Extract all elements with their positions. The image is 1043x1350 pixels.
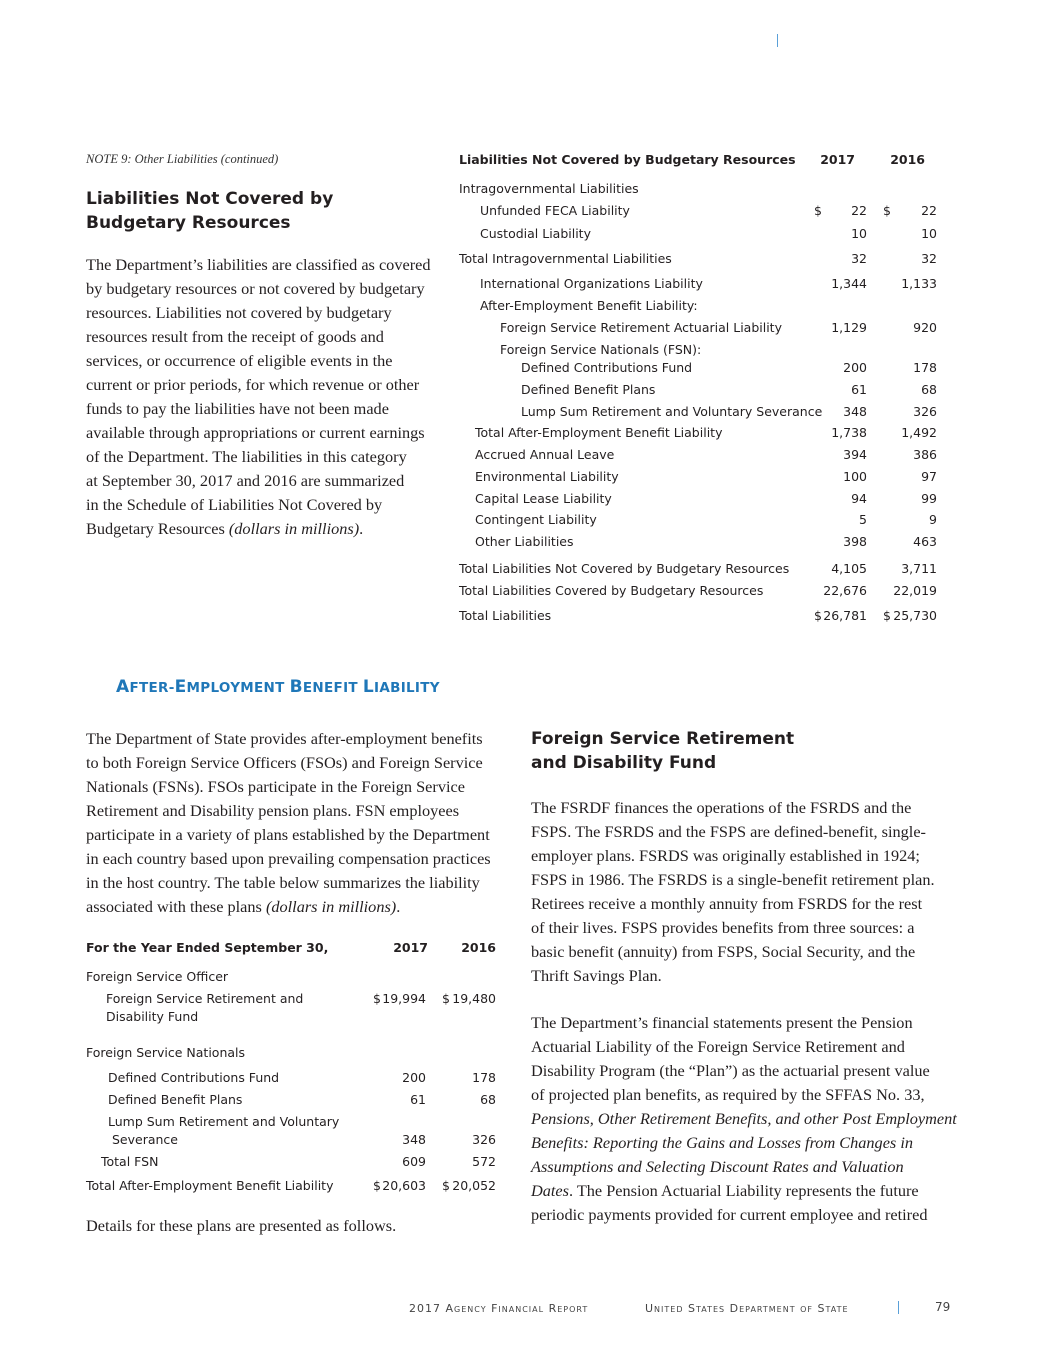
value-2017: 10 bbox=[851, 226, 867, 241]
para-line: FSPS in 1986. The FSRDS is a single-benefit retirement plan. bbox=[531, 870, 935, 889]
row-label: Total Liabilities bbox=[459, 608, 552, 623]
currency-symbol: $ bbox=[442, 1178, 450, 1193]
value-2016: 920 bbox=[913, 320, 937, 335]
value-2016: 178 bbox=[913, 360, 937, 375]
para-line: employer plans. FSRDS was originally established in 1924; bbox=[531, 846, 920, 865]
para-line: FSPS. The FSRDS and the FSPS are defined-benefit, single- bbox=[531, 822, 926, 841]
value-2017: 22,676 bbox=[823, 583, 867, 598]
value-2017: 61 bbox=[851, 382, 867, 397]
row-label: Foreign Service Retirement Actuarial Liability bbox=[500, 320, 782, 335]
row-label: Foreign Service Retirement and bbox=[106, 991, 304, 1006]
value-2016: 386 bbox=[913, 447, 937, 462]
row-label: Accrued Annual Leave bbox=[475, 447, 615, 462]
row-label: Lump Sum Retirement and Voluntary Severance bbox=[521, 404, 823, 419]
currency-symbol: $ bbox=[373, 1178, 381, 1193]
para-line: Thrift Savings Plan. bbox=[531, 966, 662, 985]
row-label: International Organizations Liability bbox=[480, 276, 703, 291]
row-label: Total After-Employment Benefit Liability bbox=[86, 1178, 334, 1193]
para-line: Disability Program (the “Plan”) as the actuarial present value bbox=[531, 1061, 930, 1080]
value-2017: 22 bbox=[851, 203, 867, 218]
currency-symbol: $ bbox=[814, 608, 822, 623]
row-label: Capital Lease Liability bbox=[475, 491, 612, 506]
value-2017: 200 bbox=[402, 1070, 426, 1085]
row-label-continued: Severance bbox=[112, 1132, 178, 1147]
value-2016: 22 bbox=[921, 203, 937, 218]
para-line: The Department of State provides after-employment benefits bbox=[86, 729, 483, 748]
value-2016: 10 bbox=[921, 226, 937, 241]
heading-cap: A bbox=[116, 677, 130, 697]
row-label: Foreign Service Nationals (FSN): bbox=[500, 342, 702, 357]
para-text: associated with these plans bbox=[86, 897, 266, 916]
value-2017: 100 bbox=[843, 469, 867, 484]
para-line: Actuarial Liability of the Foreign Service Retirement and bbox=[531, 1037, 905, 1056]
row-label: Other Liabilities bbox=[475, 534, 574, 549]
footer-divider bbox=[898, 1301, 899, 1314]
value-2016: 20,052 bbox=[452, 1178, 496, 1193]
row-label: Defined Benefit Plans bbox=[108, 1092, 243, 1107]
value-2017: 1,129 bbox=[831, 320, 867, 335]
footer-report-title: 2017 Agency Financial Report bbox=[409, 1302, 589, 1315]
para-line: by budgetary resources or not covered by budgetary bbox=[86, 279, 425, 298]
para-line: The Department’s liabilities are classified as covered bbox=[86, 255, 431, 274]
section3-paragraph-1 bbox=[531, 796, 961, 988]
value-2016: 3,711 bbox=[901, 561, 937, 576]
header-label: Liabilities Not Covered by Budgetary Resources bbox=[459, 152, 796, 167]
para-line: available through appropriations or current earnings bbox=[86, 423, 425, 442]
value-2016: 22,019 bbox=[893, 583, 937, 598]
para-line: in the host country. The table below summarizes the liability bbox=[86, 873, 480, 892]
row-label: Total Liabilities Covered by Budgetary Resources bbox=[459, 583, 764, 598]
para-line: of their lives. FSPS provides benefits from three sources: a bbox=[531, 918, 915, 937]
value-2017: 1,344 bbox=[831, 276, 867, 291]
row-label: Lump Sum Retirement and Voluntary bbox=[108, 1114, 340, 1129]
value-2017: 348 bbox=[843, 404, 867, 419]
value-2016: 326 bbox=[472, 1132, 496, 1147]
value-2017: 94 bbox=[851, 491, 867, 506]
value-2017: 32 bbox=[851, 251, 867, 266]
value-2017: 1,738 bbox=[831, 425, 867, 440]
para-line bbox=[531, 1179, 961, 1203]
value-2017: 398 bbox=[843, 534, 867, 549]
currency-symbol: $ bbox=[814, 203, 822, 218]
row-label: Contingent Liability bbox=[475, 512, 597, 527]
currency-symbol: $ bbox=[883, 203, 891, 218]
page-number: 79 bbox=[935, 1300, 951, 1314]
row-label: Foreign Service Nationals bbox=[86, 1045, 246, 1060]
row-label: Foreign Service Officer bbox=[86, 969, 229, 984]
para-italic: Pensions, Other Retirement Benefits, and other Post Employment bbox=[531, 1109, 957, 1128]
para-line: of the Department. The liabilities in this category bbox=[86, 447, 407, 466]
value-2017: 19,994 bbox=[382, 991, 426, 1006]
value-2016: 1,492 bbox=[901, 425, 937, 440]
para-italic: Dates bbox=[531, 1181, 569, 1200]
para-italic: (dollars in millions) bbox=[265, 897, 397, 916]
para-italic: Benefits: Reporting the Gains and Losses from Changes in bbox=[531, 1133, 913, 1152]
para-line: in the Schedule of Liabilities Not Covered by bbox=[86, 495, 383, 514]
value-2016: 32 bbox=[921, 251, 937, 266]
value-2016: 1,133 bbox=[901, 276, 937, 291]
value-2017: 20,603 bbox=[382, 1178, 426, 1193]
para-line: resources result from the receipt of goods and bbox=[86, 327, 384, 346]
value-2017: 26,781 bbox=[823, 608, 867, 623]
row-label: Total Liabilities Not Covered by Budgetary Resources bbox=[459, 561, 790, 576]
para-line: to both Foreign Service Officers (FSOs) and Foreign Service bbox=[86, 753, 483, 772]
section-heading-fsrdf bbox=[531, 727, 794, 775]
value-2016: 25,730 bbox=[893, 608, 937, 623]
para-text: Budgetary Resources bbox=[86, 519, 229, 538]
row-label-continued: Disability Fund bbox=[106, 1009, 199, 1024]
para-line: Nationals (FSNs). FSOs participate in the Foreign Service bbox=[86, 777, 465, 796]
value-2016: 99 bbox=[921, 491, 937, 506]
value-2016: 9 bbox=[929, 512, 937, 527]
value-2017: 61 bbox=[410, 1092, 426, 1107]
heading-cap: L bbox=[362, 677, 375, 697]
value-2016: 97 bbox=[921, 469, 937, 484]
heading-line: Foreign Service Retirement bbox=[531, 729, 795, 749]
para-line-italic bbox=[531, 1131, 961, 1155]
value-2017: 609 bbox=[402, 1154, 426, 1169]
para-line-italic bbox=[531, 1155, 961, 1179]
details-sentence: Details for these plans are presented as follows. bbox=[86, 1216, 397, 1235]
para-line: of projected plan benefits, as required by the SFFAS No. 33, bbox=[531, 1085, 925, 1104]
value-2016: 68 bbox=[480, 1092, 496, 1107]
para-line-italic bbox=[531, 1107, 961, 1131]
value-2016: 326 bbox=[913, 404, 937, 419]
header-year-2017: 2017 bbox=[393, 940, 428, 955]
heading-cap: B bbox=[289, 677, 303, 697]
value-2016: 463 bbox=[913, 534, 937, 549]
heading-smallcap: ENEFIT bbox=[302, 680, 363, 696]
liabilities-table bbox=[459, 0, 959, 640]
heading-line: Budgetary Resources bbox=[86, 213, 291, 233]
row-label: Total After-Employment Benefit Liability bbox=[475, 425, 723, 440]
row-label: Total FSN bbox=[101, 1154, 159, 1169]
row-label: Defined Contributions Fund bbox=[521, 360, 693, 375]
value-2017: 4,105 bbox=[831, 561, 867, 576]
row-label: Defined Contributions Fund bbox=[108, 1070, 280, 1085]
row-label: Environmental Liability bbox=[475, 469, 619, 484]
para-italic: Assumptions and Selecting Discount Rates and Valuation bbox=[531, 1157, 904, 1176]
para-text: . bbox=[359, 519, 364, 538]
para-line: periodic payments provided for current employee and retired bbox=[531, 1205, 928, 1224]
header-label: For the Year Ended September 30, bbox=[86, 940, 329, 955]
value-2017: 5 bbox=[859, 512, 867, 527]
para-line: resources. Liabilities not covered by budgetary bbox=[86, 303, 392, 322]
para-text: . The Pension Actuarial Liability represents the future bbox=[568, 1181, 919, 1200]
currency-symbol: $ bbox=[883, 608, 891, 623]
para-line: Retirees receive a monthly annuity from FSRDS for the rest bbox=[531, 894, 923, 913]
heading-smallcap: IABILITY bbox=[374, 680, 440, 696]
para-line: Retirement and Disability pension plans. FSN employees bbox=[86, 801, 460, 820]
para-line: services, or occurrence of eligible events in the bbox=[86, 351, 393, 370]
heading-smallcap: MPLOYMENT bbox=[186, 680, 290, 696]
row-label: Defined Benefit Plans bbox=[521, 382, 656, 397]
value-2016: 572 bbox=[472, 1154, 496, 1169]
value-2017: 394 bbox=[843, 447, 867, 462]
currency-symbol: $ bbox=[442, 991, 450, 1006]
para-line: participate in a variety of plans established by the Department bbox=[86, 825, 490, 844]
value-2016: 68 bbox=[921, 382, 937, 397]
row-label: Intragovernmental Liabilities bbox=[459, 181, 639, 196]
para-line: The Department’s financial statements present the Pension bbox=[531, 1013, 913, 1032]
footer-department: United States Department of State bbox=[645, 1302, 849, 1315]
value-2016: 178 bbox=[472, 1070, 496, 1085]
value-2017: 200 bbox=[843, 360, 867, 375]
para-line: funds to pay the liabilities have not been made bbox=[86, 399, 389, 418]
para-italic: (dollars in millions) bbox=[228, 519, 360, 538]
currency-symbol: $ bbox=[373, 991, 381, 1006]
para-line: at September 30, 2017 and 2016 are summarized bbox=[86, 471, 405, 490]
para-line: The FSRDF finances the operations of the FSRDS and the bbox=[531, 798, 912, 817]
heading-cap: E bbox=[174, 677, 187, 697]
para-line: basic benefit (annuity) from FSPS, Social Security, and the bbox=[531, 942, 916, 961]
heading-smallcap: FTER- bbox=[129, 680, 175, 696]
para-line: current or prior periods, for which revenue or other bbox=[86, 375, 420, 394]
after-employment-table bbox=[86, 0, 506, 1200]
row-label: Unfunded FECA Liability bbox=[480, 203, 630, 218]
row-label: Custodial Liability bbox=[480, 226, 591, 241]
section3-paragraph-2 bbox=[531, 1011, 961, 1227]
para-text: . bbox=[396, 897, 401, 916]
note-label: NOTE 9: Other Liabilities (continued) bbox=[86, 152, 279, 166]
heading-line: Liabilities Not Covered by bbox=[86, 189, 334, 209]
header-year-2016: 2016 bbox=[461, 940, 496, 955]
row-label: After-Employment Benefit Liability: bbox=[480, 298, 698, 313]
value-2016: 19,480 bbox=[452, 991, 496, 1006]
header-year-2017: 2017 bbox=[820, 152, 855, 167]
row-label: Total Intragovernmental Liabilities bbox=[459, 251, 672, 266]
header-year-2016: 2016 bbox=[890, 152, 925, 167]
para-line: in each country based upon prevailing compensation practices bbox=[86, 849, 491, 868]
heading-line: and Disability Fund bbox=[531, 753, 717, 773]
value-2017: 348 bbox=[402, 1132, 426, 1147]
